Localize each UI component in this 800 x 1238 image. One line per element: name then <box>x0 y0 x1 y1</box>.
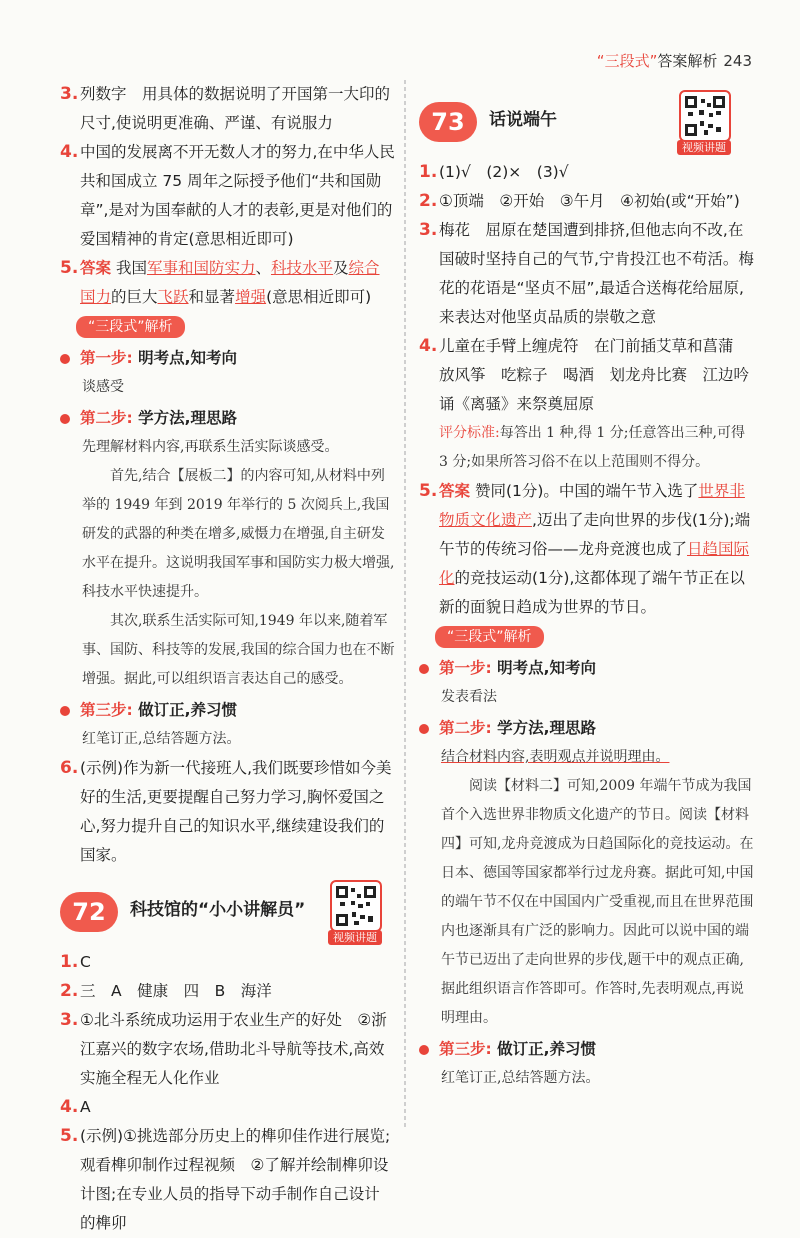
step-title: 明考点,知考向 <box>138 349 237 367</box>
answer-text: 儿童在手臂上缠虎符 在门前插艾草和菖蒲 放风筝 吃粽子 喝酒 划龙舟比赛 江边吟诵《离骚》来祭奠屈原 <box>439 337 750 413</box>
bullet-icon <box>60 706 70 716</box>
answer-number: 2. <box>60 981 79 1001</box>
answer-text: 三 A 健康 四 B 海洋 <box>80 982 272 1000</box>
step-title: 做订正,养习惯 <box>497 1040 596 1058</box>
qr-pattern <box>685 96 725 136</box>
explanation-line: 其次,联系生活实际可知,1949 年以来,随着军事、国防、科技等的发展,我国的综合国力也在不断增强。据此,可以组织语言表达自己的感受。 <box>82 613 395 687</box>
bullet-icon <box>419 1045 429 1055</box>
answer-4 <box>60 1093 395 1122</box>
key-point: 增强 <box>235 288 267 306</box>
answer-number: 6. <box>60 758 79 778</box>
key-point: 综合国力 <box>80 259 380 306</box>
answer-number: 5. <box>60 1126 79 1146</box>
page-number: 243 <box>723 52 752 70</box>
step-label: 第二步: <box>439 719 492 737</box>
answer-number: 1. <box>60 952 79 972</box>
answer-2 <box>419 187 754 216</box>
answer-1 <box>419 158 754 187</box>
answer-3 <box>60 1006 395 1093</box>
answer-text: 的竞技运动(1分),这都体现了端午节正在以新的面貌日趋成为世界的节日。 <box>439 569 745 616</box>
step-title: 学方法,理思路 <box>497 719 596 737</box>
step-title: 做订正,养习惯 <box>138 701 237 719</box>
answer-text: (1)√ (2)× (3)√ <box>439 163 569 181</box>
section-title: 话说端午 <box>489 110 557 130</box>
step-1 <box>419 654 754 683</box>
key-point: 飞跃 <box>157 288 189 306</box>
section-73-heading <box>419 90 754 154</box>
explanation-line: 先理解材料内容,再联系生活实际谈感受。 <box>82 439 339 455</box>
bullet-icon <box>60 414 70 424</box>
answer-text: 列数字 用具体的数据说明了开国第一大印的尺寸,使说明更准确、严谨、有说服力 <box>80 85 391 132</box>
step-note: 红笔订正,总结答题方法。 <box>82 731 241 747</box>
key-point: 世界非物质文化遗产 <box>439 482 745 529</box>
scoring-text: 每答出 1 种,得 1 分;任意答出三种,可得 3 分;如果所答习俗不在以上范围则不得分。 <box>439 425 745 470</box>
scoring-criteria <box>419 419 754 477</box>
answer-text: 及 <box>333 259 349 277</box>
step-3 <box>60 696 395 725</box>
step-2 <box>60 404 395 433</box>
step-label: 第三步: <box>80 701 133 719</box>
key-point: 日趋国际化 <box>439 540 750 587</box>
answer-text: 我国 <box>111 259 147 277</box>
answer-5 <box>419 477 754 622</box>
answer-text: A <box>80 1098 91 1116</box>
answer-5 <box>60 254 395 312</box>
answer-number: 4. <box>419 336 438 356</box>
step-label: 第一步: <box>439 659 492 677</box>
bullet-icon <box>60 354 70 364</box>
answer-text: 和显著 <box>188 288 236 306</box>
qr-label: 视频讲题 <box>328 930 382 945</box>
answer-text: (示例)①挑选部分历史上的榫卯佳作进行展览;观看榫卯制作过程视频 ②了解并绘制榫卯设计图;在专业人员的指导下动手制作自己设计的榫卯 <box>80 1127 391 1232</box>
answer-4 <box>419 332 754 419</box>
answer-number: 3. <box>60 1010 79 1030</box>
section-title: 科技馆的“小小讲解员” <box>130 900 306 920</box>
step-2 <box>419 714 754 743</box>
answer-text: 、 <box>255 259 271 277</box>
answer-5 <box>60 1122 395 1238</box>
answer-number: 3. <box>60 84 79 104</box>
explanation-line: 结合材料内容,表明观点并说明理由。 <box>441 749 670 765</box>
section-72-heading <box>60 880 395 944</box>
answer-text: ,迈出了走向世界的步伐(1分);端午节的传统习俗——龙舟竞渡也成了 <box>439 511 751 558</box>
column-divider <box>404 80 406 1130</box>
qr-label: 视频讲题 <box>677 140 731 155</box>
answer-3 <box>60 80 395 138</box>
section-number: 73 <box>419 102 477 142</box>
step-3 <box>419 1035 754 1064</box>
answer-number: 4. <box>60 1097 79 1117</box>
answer-text: ①北斗系统成功运用于农业生产的好处 ②浙江嘉兴的数字农场,借助北斗导航等技术,高效实施全程无人化作业 <box>80 1011 387 1087</box>
analysis-tag: “三段式”解析 <box>435 626 544 648</box>
answer-text: (示例)作为新一代接班人,我们既要珍惜如今美好的生活,更要提醒自己努力学习,胸怀爱国之心,努力提升自己的知识水平,继续建设我们的国家。 <box>80 759 392 864</box>
answer-1 <box>60 948 395 977</box>
answer-number: 1. <box>419 162 438 182</box>
step-note: 发表看法 <box>441 689 497 705</box>
step-note: 谈感受 <box>82 379 124 395</box>
qr-code-icon[interactable] <box>330 880 382 932</box>
answer-text: C <box>80 953 91 971</box>
answer-number: 2. <box>419 191 438 211</box>
answer-label: 答案 <box>439 482 471 500</box>
right-column <box>419 80 754 1093</box>
answer-number: 3. <box>419 220 438 240</box>
answer-number: 4. <box>60 142 79 162</box>
answer-text: 赞同(1分)。中国的端午节入选了 <box>470 482 699 500</box>
step-label: 第三步: <box>439 1040 492 1058</box>
answer-2 <box>60 977 395 1006</box>
answer-3 <box>419 216 754 332</box>
step-label: 第一步: <box>80 349 133 367</box>
analysis-tag: “三段式”解析 <box>76 316 185 338</box>
answer-number: 5. <box>60 258 79 278</box>
answer-number: 5. <box>419 481 438 501</box>
step-1 <box>60 344 395 373</box>
header-suffix: 答案解析 <box>657 52 718 70</box>
step-title: 学方法,理思路 <box>138 409 237 427</box>
answer-text: ①顶端 ②开始 ③午月 ④初始(或“开始”) <box>439 192 740 210</box>
answer-text: 中国的发展离不开无数人才的努力,在中华人民共和国成立 75 周年之际授予他们“共和国勋章”,是对为国奉献的人才的表彰,更是对他们的爱国精神的肯定(意思相近即可) <box>80 143 395 248</box>
bullet-icon <box>419 724 429 734</box>
answer-6 <box>60 754 395 870</box>
key-point: 科技水平 <box>270 259 333 277</box>
step-label: 第二步: <box>80 409 133 427</box>
step-explanation <box>419 743 754 1033</box>
answer-text: 的巨大 <box>111 288 158 306</box>
explanation-line: 首先,结合【展板二】的内容可知,从材料中列举的 1949 年到 2019 年举行的 5 次阅兵上,我国研发的武器的种类在增多,威慑力在增强,自主研发水平在提升。这说明我国军事和国防实力极大增强,科技水平快速提升。 <box>82 468 395 600</box>
page-header <box>597 50 752 71</box>
answer-4 <box>60 138 395 254</box>
qr-code-icon[interactable] <box>679 90 731 142</box>
section-number: 72 <box>60 892 118 932</box>
series-name: “三段式” <box>596 52 658 70</box>
explanation-line: 阅读【材料二】可知,2009 年端午节成为我国首个入选世界非物质文化遗产的节日。阅读【材料四】可知,龙舟竞渡成为日趋国际化的竞技运动。在日本、德国等国家都举行过龙舟赛。据此可知,中国的端午节不仅在中国国内广受重视,而且在世界范围内也逐渐具有广泛的影响力。因此可以说中国的端午节已迈出了走向世界的步伐,题干中的观点正确,据此组织语言作答即可。作答时,先表明观点,再说明理由。 <box>441 778 754 1026</box>
bullet-icon <box>419 664 429 674</box>
step-title: 明考点,知考向 <box>497 659 596 677</box>
answer-text: 梅花 屈原在楚国遭到排挤,但他志向不改,在国破时坚持自己的气节,宁肯投江也不苟活。梅花的花语是“坚贞不屈”,最适合送梅花给屈原,来表达对他坚贞品质的崇敬之意 <box>439 221 754 326</box>
scoring-label: 评分标准: <box>439 425 500 441</box>
step-note: 红笔订正,总结答题方法。 <box>441 1070 600 1086</box>
key-point: 军事和国防实力 <box>146 259 256 277</box>
step-explanation <box>60 433 395 694</box>
qr-pattern <box>336 886 376 926</box>
answer-label: 答案 <box>80 259 112 277</box>
left-column <box>60 80 395 1238</box>
answer-text: (意思相近即可) <box>266 288 372 306</box>
